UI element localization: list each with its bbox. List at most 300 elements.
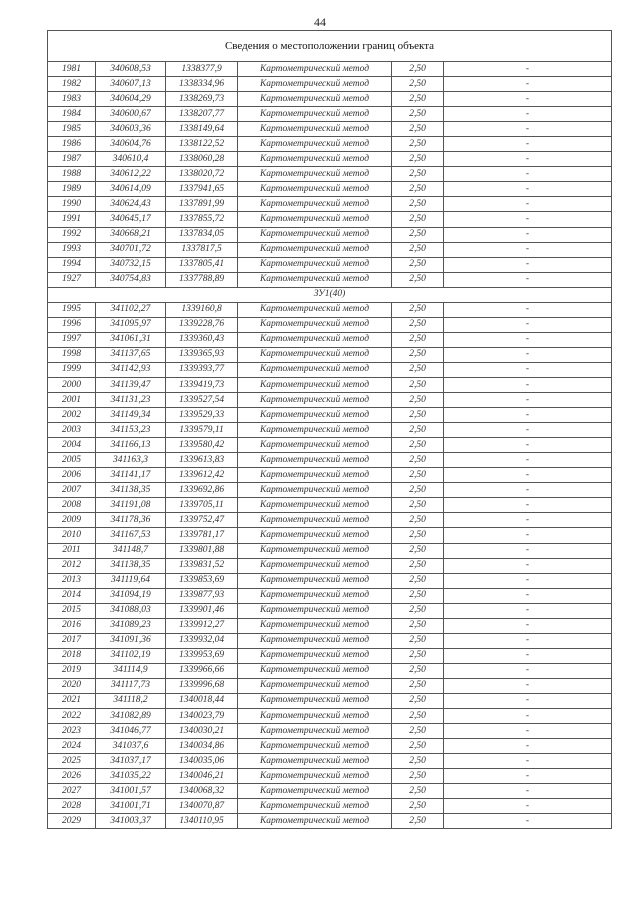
point-number-cell: 2023: [48, 724, 96, 739]
method-cell: Картометрический метод: [238, 302, 392, 317]
y-coordinate-cell: 1340023,79: [166, 709, 238, 724]
method-cell: Картометрический метод: [238, 588, 392, 603]
accuracy-cell: 2,50: [392, 212, 444, 227]
x-coordinate-cell: 340614,09: [96, 182, 166, 197]
y-coordinate-cell: 1340035,06: [166, 754, 238, 769]
method-cell: Картометрический метод: [238, 513, 392, 528]
y-coordinate-cell: 1338269,73: [166, 92, 238, 107]
point-number-cell: 2003: [48, 423, 96, 438]
table-title-row: [48, 31, 612, 62]
description-cell: -: [444, 543, 612, 558]
accuracy-cell: 2,50: [392, 227, 444, 242]
table-row: [48, 137, 612, 152]
method-cell: Картометрический метод: [238, 62, 392, 77]
description-cell: -: [444, 438, 612, 453]
y-coordinate-cell: 1339228,76: [166, 317, 238, 332]
method-cell: Картометрический метод: [238, 77, 392, 92]
point-number-cell: 2002: [48, 408, 96, 423]
x-coordinate-cell: 341102,19: [96, 648, 166, 663]
accuracy-cell: 2,50: [392, 438, 444, 453]
table-row: [48, 167, 612, 182]
x-coordinate-cell: 340732,15: [96, 257, 166, 272]
x-coordinate-cell: 340754,83: [96, 272, 166, 287]
x-coordinate-cell: 340608,53: [96, 62, 166, 77]
y-coordinate-cell: 1337855,72: [166, 212, 238, 227]
description-cell: -: [444, 393, 612, 408]
point-number-cell: 1989: [48, 182, 96, 197]
x-coordinate-cell: 341088,03: [96, 603, 166, 618]
x-coordinate-cell: 341117,73: [96, 678, 166, 693]
method-cell: Картометрический метод: [238, 483, 392, 498]
y-coordinate-cell: 1337891,99: [166, 197, 238, 212]
table-row: [48, 107, 612, 122]
table-row: [48, 438, 612, 453]
accuracy-cell: 2,50: [392, 724, 444, 739]
table-row: [48, 212, 612, 227]
point-number-cell: 2015: [48, 603, 96, 618]
method-cell: Картометрический метод: [238, 633, 392, 648]
y-coordinate-cell: 1339853,69: [166, 573, 238, 588]
accuracy-cell: 2,50: [392, 528, 444, 543]
y-coordinate-cell: 1338377,9: [166, 62, 238, 77]
point-number-cell: 2011: [48, 543, 96, 558]
y-coordinate-cell: 1340030,21: [166, 724, 238, 739]
accuracy-cell: 2,50: [392, 152, 444, 167]
accuracy-cell: 2,50: [392, 693, 444, 708]
description-cell: -: [444, 302, 612, 317]
accuracy-cell: 2,50: [392, 799, 444, 814]
x-coordinate-cell: 341091,36: [96, 633, 166, 648]
y-coordinate-cell: 1337834,05: [166, 227, 238, 242]
y-coordinate-cell: 1339752,47: [166, 513, 238, 528]
method-cell: Картометрический метод: [238, 739, 392, 754]
x-coordinate-cell: 341138,35: [96, 483, 166, 498]
y-coordinate-cell: 1339393,77: [166, 362, 238, 377]
y-coordinate-cell: 1340068,32: [166, 784, 238, 799]
method-cell: Картометрический метод: [238, 122, 392, 137]
description-cell: -: [444, 814, 612, 829]
x-coordinate-cell: 341037,17: [96, 754, 166, 769]
section-row: [48, 287, 612, 302]
accuracy-cell: 2,50: [392, 423, 444, 438]
description-cell: -: [444, 212, 612, 227]
table-row: [48, 709, 612, 724]
point-number-cell: 2029: [48, 814, 96, 829]
point-number-cell: 2024: [48, 739, 96, 754]
method-cell: Картометрический метод: [238, 242, 392, 257]
method-cell: Картометрический метод: [238, 212, 392, 227]
table-row: [48, 588, 612, 603]
point-number-cell: 2027: [48, 784, 96, 799]
method-cell: Картометрический метод: [238, 573, 392, 588]
y-coordinate-cell: 1340070,87: [166, 799, 238, 814]
y-coordinate-cell: 1339529,33: [166, 408, 238, 423]
x-coordinate-cell: 340603,36: [96, 122, 166, 137]
y-coordinate-cell: 1338334,96: [166, 77, 238, 92]
y-coordinate-cell: 1339613,83: [166, 453, 238, 468]
method-cell: Картометрический метод: [238, 498, 392, 513]
y-coordinate-cell: 1339877,93: [166, 588, 238, 603]
accuracy-cell: 2,50: [392, 663, 444, 678]
y-coordinate-cell: 1339801,88: [166, 543, 238, 558]
table-row: [48, 272, 612, 287]
accuracy-cell: 2,50: [392, 62, 444, 77]
x-coordinate-cell: 341001,57: [96, 784, 166, 799]
accuracy-cell: 2,50: [392, 242, 444, 257]
description-cell: -: [444, 182, 612, 197]
x-coordinate-cell: 341141,17: [96, 468, 166, 483]
description-cell: -: [444, 468, 612, 483]
y-coordinate-cell: 1339996,68: [166, 678, 238, 693]
accuracy-cell: 2,50: [392, 107, 444, 122]
method-cell: Картометрический метод: [238, 663, 392, 678]
description-cell: -: [444, 227, 612, 242]
table-row: [48, 618, 612, 633]
table-row: [48, 814, 612, 829]
method-cell: Картометрический метод: [238, 453, 392, 468]
point-number-cell: 2004: [48, 438, 96, 453]
x-coordinate-cell: 340607,13: [96, 77, 166, 92]
accuracy-cell: 2,50: [392, 377, 444, 392]
description-cell: -: [444, 107, 612, 122]
accuracy-cell: 2,50: [392, 513, 444, 528]
accuracy-cell: 2,50: [392, 197, 444, 212]
y-coordinate-cell: 1338207,77: [166, 107, 238, 122]
table-row: [48, 769, 612, 784]
point-number-cell: 1985: [48, 122, 96, 137]
accuracy-cell: 2,50: [392, 498, 444, 513]
accuracy-cell: 2,50: [392, 558, 444, 573]
x-coordinate-cell: 340701,72: [96, 242, 166, 257]
accuracy-cell: 2,50: [392, 648, 444, 663]
method-cell: Картометрический метод: [238, 528, 392, 543]
description-cell: -: [444, 769, 612, 784]
x-coordinate-cell: 340645,17: [96, 212, 166, 227]
description-cell: -: [444, 152, 612, 167]
description-cell: -: [444, 137, 612, 152]
x-coordinate-cell: 340612,22: [96, 167, 166, 182]
method-cell: Картометрический метод: [238, 332, 392, 347]
method-cell: Картометрический метод: [238, 769, 392, 784]
method-cell: Картометрический метод: [238, 603, 392, 618]
x-coordinate-cell: 341137,65: [96, 347, 166, 362]
description-cell: -: [444, 709, 612, 724]
y-coordinate-cell: 1339966,66: [166, 663, 238, 678]
x-coordinate-cell: 341131,23: [96, 393, 166, 408]
x-coordinate-cell: 341138,35: [96, 558, 166, 573]
x-coordinate-cell: 341095,97: [96, 317, 166, 332]
description-cell: -: [444, 92, 612, 107]
table-row: [48, 663, 612, 678]
point-number-cell: 2007: [48, 483, 96, 498]
method-cell: Картометрический метод: [238, 137, 392, 152]
accuracy-cell: 2,50: [392, 603, 444, 618]
point-number-cell: 2012: [48, 558, 96, 573]
y-coordinate-cell: 1337805,41: [166, 257, 238, 272]
description-cell: -: [444, 362, 612, 377]
x-coordinate-cell: 341035,22: [96, 769, 166, 784]
description-cell: -: [444, 588, 612, 603]
table-row: [48, 603, 612, 618]
x-coordinate-cell: 341001,71: [96, 799, 166, 814]
table-body: [48, 62, 612, 829]
x-coordinate-cell: 341089,23: [96, 618, 166, 633]
table-row: [48, 513, 612, 528]
accuracy-cell: 2,50: [392, 167, 444, 182]
description-cell: -: [444, 784, 612, 799]
point-number-cell: 2008: [48, 498, 96, 513]
table-row: [48, 62, 612, 77]
method-cell: Картометрический метод: [238, 197, 392, 212]
method-cell: Картометрический метод: [238, 317, 392, 332]
y-coordinate-cell: 1339932,04: [166, 633, 238, 648]
x-coordinate-cell: 341142,93: [96, 362, 166, 377]
accuracy-cell: 2,50: [392, 332, 444, 347]
accuracy-cell: 2,50: [392, 754, 444, 769]
y-coordinate-cell: 1337941,65: [166, 182, 238, 197]
table-row: [48, 453, 612, 468]
point-number-cell: 1986: [48, 137, 96, 152]
method-cell: Картометрический метод: [238, 543, 392, 558]
table-row: [48, 242, 612, 257]
table-row: [48, 648, 612, 663]
x-coordinate-cell: 341153,23: [96, 423, 166, 438]
description-cell: -: [444, 453, 612, 468]
accuracy-cell: 2,50: [392, 347, 444, 362]
description-cell: -: [444, 693, 612, 708]
method-cell: Картометрический метод: [238, 678, 392, 693]
method-cell: Картометрический метод: [238, 347, 392, 362]
description-cell: -: [444, 573, 612, 588]
point-number-cell: 2018: [48, 648, 96, 663]
point-number-cell: 2000: [48, 377, 96, 392]
table-row: [48, 77, 612, 92]
description-cell: -: [444, 724, 612, 739]
table-row: [48, 799, 612, 814]
accuracy-cell: 2,50: [392, 468, 444, 483]
accuracy-cell: 2,50: [392, 784, 444, 799]
x-coordinate-cell: 341046,77: [96, 724, 166, 739]
description-cell: -: [444, 408, 612, 423]
table-row: [48, 152, 612, 167]
method-cell: Картометрический метод: [238, 167, 392, 182]
method-cell: Картометрический метод: [238, 182, 392, 197]
accuracy-cell: 2,50: [392, 182, 444, 197]
point-number-cell: 2009: [48, 513, 96, 528]
method-cell: Картометрический метод: [238, 618, 392, 633]
table-row: [48, 393, 612, 408]
table-row: [48, 693, 612, 708]
accuracy-cell: 2,50: [392, 408, 444, 423]
x-coordinate-cell: 341191,08: [96, 498, 166, 513]
x-coordinate-cell: 341149,34: [96, 408, 166, 423]
point-number-cell: 1981: [48, 62, 96, 77]
table-row: [48, 739, 612, 754]
accuracy-cell: 2,50: [392, 739, 444, 754]
x-coordinate-cell: 341094,19: [96, 588, 166, 603]
point-number-cell: 1996: [48, 317, 96, 332]
table-row: [48, 633, 612, 648]
x-coordinate-cell: 340600,67: [96, 107, 166, 122]
page-number: 44: [314, 15, 326, 29]
y-coordinate-cell: 1340046,21: [166, 769, 238, 784]
point-number-cell: 1983: [48, 92, 96, 107]
method-cell: Картометрический метод: [238, 272, 392, 287]
method-cell: Картометрический метод: [238, 468, 392, 483]
description-cell: -: [444, 332, 612, 347]
accuracy-cell: 2,50: [392, 272, 444, 287]
y-coordinate-cell: 1338060,28: [166, 152, 238, 167]
point-number-cell: 1993: [48, 242, 96, 257]
accuracy-cell: 2,50: [392, 362, 444, 377]
method-cell: Картометрический метод: [238, 362, 392, 377]
method-cell: Картометрический метод: [238, 754, 392, 769]
accuracy-cell: 2,50: [392, 543, 444, 558]
table-row: [48, 543, 612, 558]
description-cell: -: [444, 272, 612, 287]
table-row: [48, 678, 612, 693]
x-coordinate-cell: 341163,3: [96, 453, 166, 468]
point-number-cell: 1987: [48, 152, 96, 167]
y-coordinate-cell: 1338020,72: [166, 167, 238, 182]
y-coordinate-cell: 1339160,8: [166, 302, 238, 317]
description-cell: -: [444, 739, 612, 754]
accuracy-cell: 2,50: [392, 302, 444, 317]
description-cell: -: [444, 423, 612, 438]
table-row: [48, 257, 612, 272]
y-coordinate-cell: 1340110,95: [166, 814, 238, 829]
point-number-cell: 1992: [48, 227, 96, 242]
x-coordinate-cell: 341119,64: [96, 573, 166, 588]
description-cell: -: [444, 678, 612, 693]
description-cell: -: [444, 528, 612, 543]
x-coordinate-cell: 340604,29: [96, 92, 166, 107]
y-coordinate-cell: 1339527,54: [166, 393, 238, 408]
method-cell: Картометрический метод: [238, 709, 392, 724]
point-number-cell: 2020: [48, 678, 96, 693]
point-number-cell: 2006: [48, 468, 96, 483]
table-row: [48, 197, 612, 212]
point-number-cell: 2021: [48, 693, 96, 708]
method-cell: Картометрический метод: [238, 814, 392, 829]
accuracy-cell: 2,50: [392, 769, 444, 784]
description-cell: -: [444, 799, 612, 814]
description-cell: -: [444, 498, 612, 513]
y-coordinate-cell: 1337817,5: [166, 242, 238, 257]
x-coordinate-cell: 340604,76: [96, 137, 166, 152]
description-cell: -: [444, 483, 612, 498]
description-cell: -: [444, 377, 612, 392]
description-cell: -: [444, 648, 612, 663]
description-cell: -: [444, 558, 612, 573]
description-cell: -: [444, 257, 612, 272]
table-row: [48, 498, 612, 513]
method-cell: Картометрический метод: [238, 257, 392, 272]
boundary-table: [47, 30, 612, 829]
x-coordinate-cell: 341037,6: [96, 739, 166, 754]
accuracy-cell: 2,50: [392, 814, 444, 829]
y-coordinate-cell: 1338122,52: [166, 137, 238, 152]
point-number-cell: 1927: [48, 272, 96, 287]
table-row: [48, 377, 612, 392]
point-number-cell: 1994: [48, 257, 96, 272]
table-row: [48, 347, 612, 362]
x-coordinate-cell: 341178,36: [96, 513, 166, 528]
table-row: [48, 784, 612, 799]
accuracy-cell: 2,50: [392, 573, 444, 588]
accuracy-cell: 2,50: [392, 453, 444, 468]
method-cell: Картометрический метод: [238, 438, 392, 453]
description-cell: -: [444, 618, 612, 633]
x-coordinate-cell: 341139,47: [96, 377, 166, 392]
table-row: [48, 408, 612, 423]
point-number-cell: 1998: [48, 347, 96, 362]
section-header: ЗУ1(40): [48, 287, 612, 302]
accuracy-cell: 2,50: [392, 633, 444, 648]
description-cell: -: [444, 317, 612, 332]
accuracy-cell: 2,50: [392, 483, 444, 498]
y-coordinate-cell: 1340034,86: [166, 739, 238, 754]
x-coordinate-cell: 341102,27: [96, 302, 166, 317]
y-coordinate-cell: 1339365,93: [166, 347, 238, 362]
point-number-cell: 2010: [48, 528, 96, 543]
table-row: [48, 362, 612, 377]
point-number-cell: 1991: [48, 212, 96, 227]
x-coordinate-cell: 341082,89: [96, 709, 166, 724]
method-cell: Картометрический метод: [238, 408, 392, 423]
description-cell: -: [444, 663, 612, 678]
method-cell: Картометрический метод: [238, 227, 392, 242]
point-number-cell: 2026: [48, 769, 96, 784]
accuracy-cell: 2,50: [392, 618, 444, 633]
x-coordinate-cell: 341166,13: [96, 438, 166, 453]
accuracy-cell: 2,50: [392, 709, 444, 724]
table-row: [48, 182, 612, 197]
accuracy-cell: 2,50: [392, 122, 444, 137]
y-coordinate-cell: 1339705,11: [166, 498, 238, 513]
y-coordinate-cell: 1340018,44: [166, 693, 238, 708]
method-cell: Картометрический метод: [238, 393, 392, 408]
y-coordinate-cell: 1339912,27: [166, 618, 238, 633]
method-cell: Картометрический метод: [238, 107, 392, 122]
x-coordinate-cell: 341118,2: [96, 693, 166, 708]
description-cell: -: [444, 513, 612, 528]
description-cell: -: [444, 77, 612, 92]
y-coordinate-cell: 1339831,52: [166, 558, 238, 573]
point-number-cell: 1982: [48, 77, 96, 92]
table-row: [48, 423, 612, 438]
accuracy-cell: 2,50: [392, 257, 444, 272]
method-cell: Картометрический метод: [238, 693, 392, 708]
y-coordinate-cell: 1339692,86: [166, 483, 238, 498]
table-title: Сведения о местоположении границ объекта: [48, 31, 612, 62]
point-number-cell: 2005: [48, 453, 96, 468]
y-coordinate-cell: 1339612,42: [166, 468, 238, 483]
description-cell: -: [444, 633, 612, 648]
description-cell: -: [444, 62, 612, 77]
point-number-cell: 2014: [48, 588, 96, 603]
x-coordinate-cell: 341148,7: [96, 543, 166, 558]
x-coordinate-cell: 340610,4: [96, 152, 166, 167]
y-coordinate-cell: 1339580,42: [166, 438, 238, 453]
point-number-cell: 2001: [48, 393, 96, 408]
method-cell: Картометрический метод: [238, 784, 392, 799]
table-row: [48, 483, 612, 498]
description-cell: -: [444, 242, 612, 257]
description-cell: -: [444, 603, 612, 618]
point-number-cell: 1999: [48, 362, 96, 377]
x-coordinate-cell: 341003,37: [96, 814, 166, 829]
